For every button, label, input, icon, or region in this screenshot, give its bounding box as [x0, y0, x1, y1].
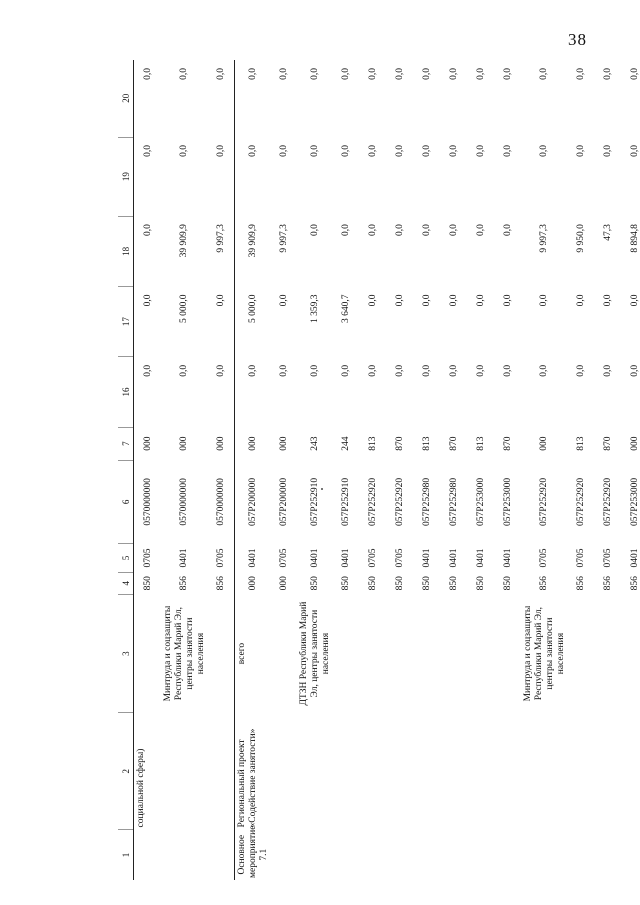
measure-cell: Основное мероприятие 7.1 [235, 829, 271, 880]
value-16: 0,0 [179, 364, 189, 377]
grbs-code: 000 [278, 576, 289, 591]
expense-type-code: 870 [502, 436, 513, 451]
section-code: 0401 [629, 548, 640, 568]
header-cell: 16 [118, 357, 134, 427]
value-16: 0,0 [235, 357, 271, 427]
measure-cell [413, 829, 440, 880]
header-cell: 4 [118, 572, 134, 594]
grbs-code: 850 [448, 576, 459, 591]
value-16: 0,0 [394, 364, 405, 377]
value-20: 0,0 [575, 68, 586, 80]
expense-type-code: 000 [179, 436, 189, 451]
section-code: 0401 [309, 548, 320, 568]
section-code: 0401 [235, 544, 271, 573]
program-cell [207, 713, 235, 830]
value-16: 0,0 [367, 364, 378, 377]
section-code: 0401 [502, 548, 513, 568]
target-code: 057P252910 [309, 477, 320, 526]
target-code: 057P252980 [448, 477, 459, 526]
program-cell [521, 713, 567, 830]
value-19: 0,0 [309, 145, 320, 157]
measure-cell [386, 829, 413, 880]
table-row [440, 60, 467, 880]
target-code: 057P253000 [502, 477, 513, 526]
grbs-code: 850 [394, 576, 405, 591]
value-17: 0,0 [278, 294, 289, 307]
expense-type-code: 870 [448, 436, 459, 451]
program-cell [161, 713, 207, 830]
table-row [621, 60, 640, 880]
section-code: 0705 [575, 548, 586, 568]
value-18: 0,0 [367, 224, 378, 237]
value-16: 0,0 [421, 364, 432, 377]
value-16: 0,0 [340, 364, 351, 377]
value-19: 0,0 [394, 145, 405, 157]
executor-cell [134, 594, 162, 713]
value-19: 0,0 [448, 145, 459, 157]
value-20: 0,0 [309, 68, 320, 80]
page-number: 38 [568, 30, 587, 49]
table-row [161, 60, 207, 880]
measure-cell [134, 829, 162, 880]
value-18: 0,0 [448, 224, 459, 237]
executor-cell [413, 594, 440, 713]
measure-cell [521, 829, 567, 880]
value-17: 5 000,0 [179, 294, 189, 323]
value-19: 0,0 [340, 145, 351, 157]
value-20: 0,0 [215, 68, 226, 80]
value-19: 0,0 [502, 145, 513, 157]
expense-type-code: 813 [475, 436, 486, 451]
header-cell: 5 [118, 544, 134, 573]
header-cell: 7 [118, 427, 134, 460]
table-row [134, 60, 162, 880]
measure-cell [621, 829, 640, 880]
table-row [359, 60, 386, 880]
value-16: 0,0 [602, 364, 613, 377]
value-16: 0,0 [448, 364, 459, 377]
value-17: 0,0 [502, 294, 513, 307]
value-20: 0,0 [602, 68, 613, 80]
target-code: 057P252920 [602, 477, 613, 526]
value-16: 0,0 [629, 364, 640, 377]
measure-cell [161, 829, 207, 880]
value-17: 0,0 [602, 294, 613, 307]
value-18: 0,0 [475, 224, 486, 237]
grbs-code: 856 [629, 576, 640, 591]
measure-cell [440, 829, 467, 880]
value-18: 0,0 [142, 224, 153, 237]
program-cell [440, 713, 467, 830]
section-code: 0401 [475, 548, 486, 568]
measure-cell [494, 829, 521, 880]
executor-cell [440, 594, 467, 713]
executor-cell [386, 594, 413, 713]
value-19: 0,0 [179, 145, 189, 157]
table-row [494, 60, 521, 880]
value-18: 0,0 [394, 224, 405, 237]
grbs-code: 856 [539, 576, 549, 591]
table-row [332, 60, 359, 880]
value-18: 47,3 [602, 224, 613, 241]
value-16: 0,0 [475, 364, 486, 377]
executor-cell [494, 594, 521, 713]
value-19: 0,0 [278, 145, 289, 157]
value-20: 0,0 [179, 68, 189, 80]
value-19: 0,0 [215, 145, 226, 157]
expense-type-code: 813 [575, 436, 586, 451]
value-17: 5 000,0 [235, 287, 271, 357]
value-17: 0,0 [448, 294, 459, 307]
target-code: 0570000000 [142, 478, 153, 526]
target-code: 057P252920 [394, 477, 405, 526]
measure-cell [332, 829, 359, 880]
value-19: 0,0 [235, 137, 271, 216]
table-row [467, 60, 494, 880]
program-cell [467, 713, 494, 830]
section-code: 0705 [142, 548, 153, 568]
executor-cell [332, 594, 359, 713]
table-row [207, 60, 235, 880]
section-code: 0705 [367, 548, 378, 568]
grbs-code: 850 [142, 576, 153, 591]
target-code: 057P253000 [629, 477, 640, 526]
grbs-code: 856 [575, 576, 586, 591]
value-17: 3 640,7 [340, 294, 351, 323]
executor-cell [359, 594, 386, 713]
header-cell: 20 [118, 60, 134, 137]
value-16: 0,0 [278, 364, 289, 377]
grbs-code: 856 [179, 576, 189, 591]
budget-table [118, 60, 640, 880]
value-19: 0,0 [475, 145, 486, 157]
value-19: 0,0 [367, 145, 378, 157]
value-17: 0,0 [367, 294, 378, 307]
executor-cell: Минтруда и соцзащиты Республики Марий Эл, центры занятости населения [163, 605, 206, 702]
target-code: 057P200000 [235, 460, 271, 544]
expense-type-code: 000 [142, 436, 153, 451]
header-row [118, 60, 134, 880]
expense-type-code: 000 [278, 436, 289, 451]
program-cell: социальной сферы) [136, 748, 146, 828]
value-16: 0,0 [309, 364, 320, 377]
value-18: 0,0 [309, 224, 320, 237]
table-row [521, 60, 567, 880]
measure-cell [359, 829, 386, 880]
table-row [235, 60, 271, 880]
executor-cell: всего [235, 594, 271, 713]
value-20: 0,0 [394, 68, 405, 80]
expense-type-code: 870 [602, 436, 613, 451]
value-16: 0,0 [142, 364, 153, 377]
value-20: 0,0 [502, 68, 513, 80]
value-16: 0,0 [539, 364, 549, 377]
expense-type-code: 813 [421, 436, 432, 451]
executor-cell: Минтруда и соцзащиты Республики Марий Эл, центры занятости населения [523, 605, 566, 702]
section-code: 0401 [340, 548, 351, 568]
value-18: 9 997,3 [215, 224, 226, 253]
target-code: 057P252920 [539, 477, 549, 526]
value-18: 8 894,8 [629, 224, 640, 253]
grbs-code: 850 [421, 576, 432, 591]
grbs-code: 850 [309, 576, 320, 591]
value-19: 0,0 [142, 145, 153, 157]
program-cell [594, 713, 621, 830]
measure-cell [467, 829, 494, 880]
value-17: 0,0 [539, 294, 549, 307]
table-row [567, 60, 594, 880]
executor-cell [270, 594, 297, 713]
section-code: 0401 [179, 548, 189, 568]
expense-type-code: 244 [340, 436, 351, 451]
value-20: 0,0 [539, 68, 549, 80]
value-20: 0,0 [235, 60, 271, 137]
target-code: 0570000000 [215, 478, 226, 526]
value-20: 0,0 [278, 68, 289, 80]
program-cell [332, 713, 359, 830]
value-17: 0,0 [421, 294, 432, 307]
expense-type-code: 000 [215, 436, 226, 451]
header-cell: 3 [118, 594, 134, 713]
executor-cell [621, 594, 640, 713]
value-19: 0,0 [575, 145, 586, 157]
program-cell [494, 713, 521, 830]
target-code: 0570000000 [179, 478, 189, 526]
value-17: 0,0 [575, 294, 586, 307]
value-19: 0,0 [421, 145, 432, 157]
section-code: 0401 [421, 548, 432, 568]
table-row [594, 60, 621, 880]
value-18: 9 997,3 [278, 224, 289, 253]
expense-type-code: 813 [367, 436, 378, 451]
target-code: 057P252920 [367, 477, 378, 526]
expense-type-code: 870 [394, 436, 405, 451]
value-19: 0,0 [602, 145, 613, 157]
value-20: 0,0 [421, 68, 432, 80]
executor-cell [207, 594, 235, 713]
program-cell: Региональный проект «Содействие занятости» [235, 713, 271, 830]
value-18: 0,0 [340, 224, 351, 237]
section-code: 0705 [278, 548, 289, 568]
header-cell: 18 [118, 216, 134, 286]
grbs-code: 856 [215, 576, 226, 591]
value-18: 39 909,9 [235, 216, 271, 286]
measure-cell [594, 829, 621, 880]
value-18: 9 997,3 [539, 224, 549, 253]
value-17: 0,0 [629, 294, 640, 307]
value-18: 39 909,9 [179, 224, 189, 258]
value-18: 0,0 [502, 224, 513, 237]
expense-type-code: 000 [235, 427, 271, 460]
value-20: 0,0 [367, 68, 378, 80]
grbs-code: 850 [367, 576, 378, 591]
value-17: 0,0 [215, 294, 226, 307]
table-row [413, 60, 440, 880]
measure-cell [297, 829, 332, 880]
measure-cell [567, 829, 594, 880]
value-19: 0,0 [629, 145, 640, 157]
value-16: 0,0 [215, 364, 226, 377]
executor-cell [467, 594, 494, 713]
value-17: 1 359,3 [309, 294, 320, 323]
value-20: 0,0 [142, 68, 153, 80]
expense-type-code: 243 [309, 436, 320, 451]
header-cell: 1 [118, 829, 134, 880]
table-row [270, 60, 297, 880]
header-cell: 17 [118, 287, 134, 357]
value-20: 0,0 [629, 68, 640, 80]
target-code: 057P252910 [340, 477, 351, 526]
executor-cell: ДТЗН Республики Марий Эл, центры занятости населения [299, 601, 331, 706]
section-code: 0705 [394, 548, 405, 568]
program-cell [413, 713, 440, 830]
value-19: 0,0 [539, 145, 549, 157]
header-cell: 6 [118, 460, 134, 544]
program-cell [567, 713, 594, 830]
expense-type-code: 000 [629, 436, 640, 451]
program-cell [270, 713, 297, 830]
program-cell [621, 713, 640, 830]
grbs-code: 850 [475, 576, 486, 591]
value-18: 9 950,0 [575, 224, 586, 253]
value-16: 0,0 [575, 364, 586, 377]
header-cell: 19 [118, 137, 134, 216]
target-code: 057P200000 [278, 477, 289, 526]
section-code: 0401 [448, 548, 459, 568]
section-code: 0705 [215, 548, 226, 568]
target-code: 057P252980 [421, 477, 432, 526]
grbs-code: 850 [502, 576, 513, 591]
expense-type-code: 000 [539, 436, 549, 451]
rotated-page-content [118, 60, 640, 880]
value-17: 0,0 [475, 294, 486, 307]
executor-cell [594, 594, 621, 713]
program-cell [386, 713, 413, 830]
program-cell [359, 713, 386, 830]
grbs-code: 850 [340, 576, 351, 591]
table-row [386, 60, 413, 880]
value-17: 0,0 [394, 294, 405, 307]
executor-cell [567, 594, 594, 713]
section-code: 0705 [539, 548, 549, 568]
header-cell: 2 [118, 713, 134, 830]
target-code: 057P253000 [475, 477, 486, 526]
value-20: 0,0 [448, 68, 459, 80]
target-code: 057P252920 [575, 477, 586, 526]
value-20: 0,0 [340, 68, 351, 80]
value-20: 0,0 [475, 68, 486, 80]
measure-cell [207, 829, 235, 880]
grbs-code: 856 [602, 576, 613, 591]
value-16: 0,0 [502, 364, 513, 377]
grbs-code: 000 [235, 572, 271, 594]
value-17: 0,0 [142, 294, 153, 307]
measure-cell [270, 829, 297, 880]
table-row [297, 60, 332, 880]
value-18: 0,0 [421, 224, 432, 237]
program-cell [297, 713, 332, 830]
section-code: 0705 [602, 548, 613, 568]
